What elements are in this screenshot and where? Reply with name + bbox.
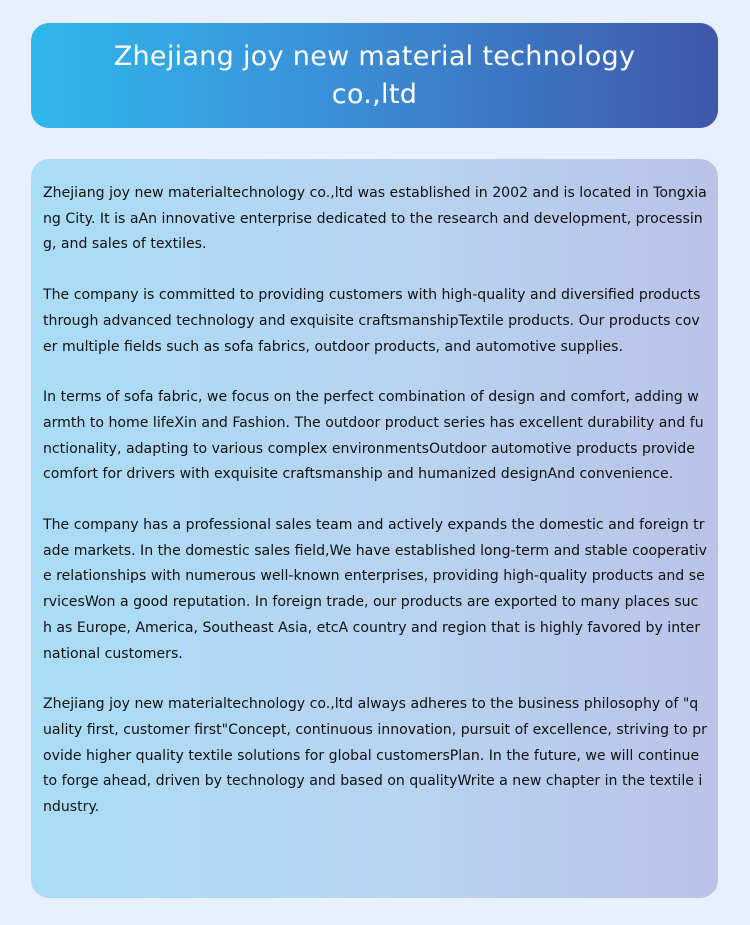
company-intro-card [31, 159, 718, 898]
intro-paragraph-3: In terms of sofa fabric, we focus on the perfect combination of design and comfort, adding warmth to home lifeXin and Fashion. The outdoor product series has excellent durability and functionality, adapting to various complex environmentsOutdoor automotive products provide comfort for drivers with exquisite craftsmanship and humanized designAnd convenience. [43, 389, 704, 483]
page-title: Zhejiang joy new material technology co.,ltd [113, 40, 636, 110]
intro-paragraph-2: The company is committed to providing customers with high-quality and diversified products through advanced technology and exquisite craftsmanshipTextile products. Our products cover multiple fields such as sofa fabrics, outdoor products, and automotive supplies. [43, 287, 701, 355]
intro-paragraph-1: Zhejiang joy new materialtechnology co.,ltd was established in 2002 and is located in Tongxiang City. It is aAn innovative enterprise dedicated to the research and development, processing, and sales of textiles. [43, 185, 707, 253]
intro-paragraph-4: The company has a professional sales team and actively expands the domestic and foreign trade markets. In the domestic sales field,We have established long-term and stable cooperative relationships with numerous well-known enterprises, providing high-quality products and servicesWon a good reputation. In foreign trade, our products are exported to many places such as Europe, America, Southeast Asia, etcA country and region that is highly favored by international customers. [43, 517, 707, 662]
title-banner [31, 23, 718, 128]
intro-paragraph-5: Zhejiang joy new materialtechnology co.,ltd always adheres to the business philosophy of "quality first, customer first"Concept, continuous innovation, pursuit of excellence, striving to provide higher quality textile solutions for global customersPlan. In the future, we will continue to forge ahead, driven by technology and based on qualityWrite a new chapter in the textile industry. [43, 696, 707, 816]
